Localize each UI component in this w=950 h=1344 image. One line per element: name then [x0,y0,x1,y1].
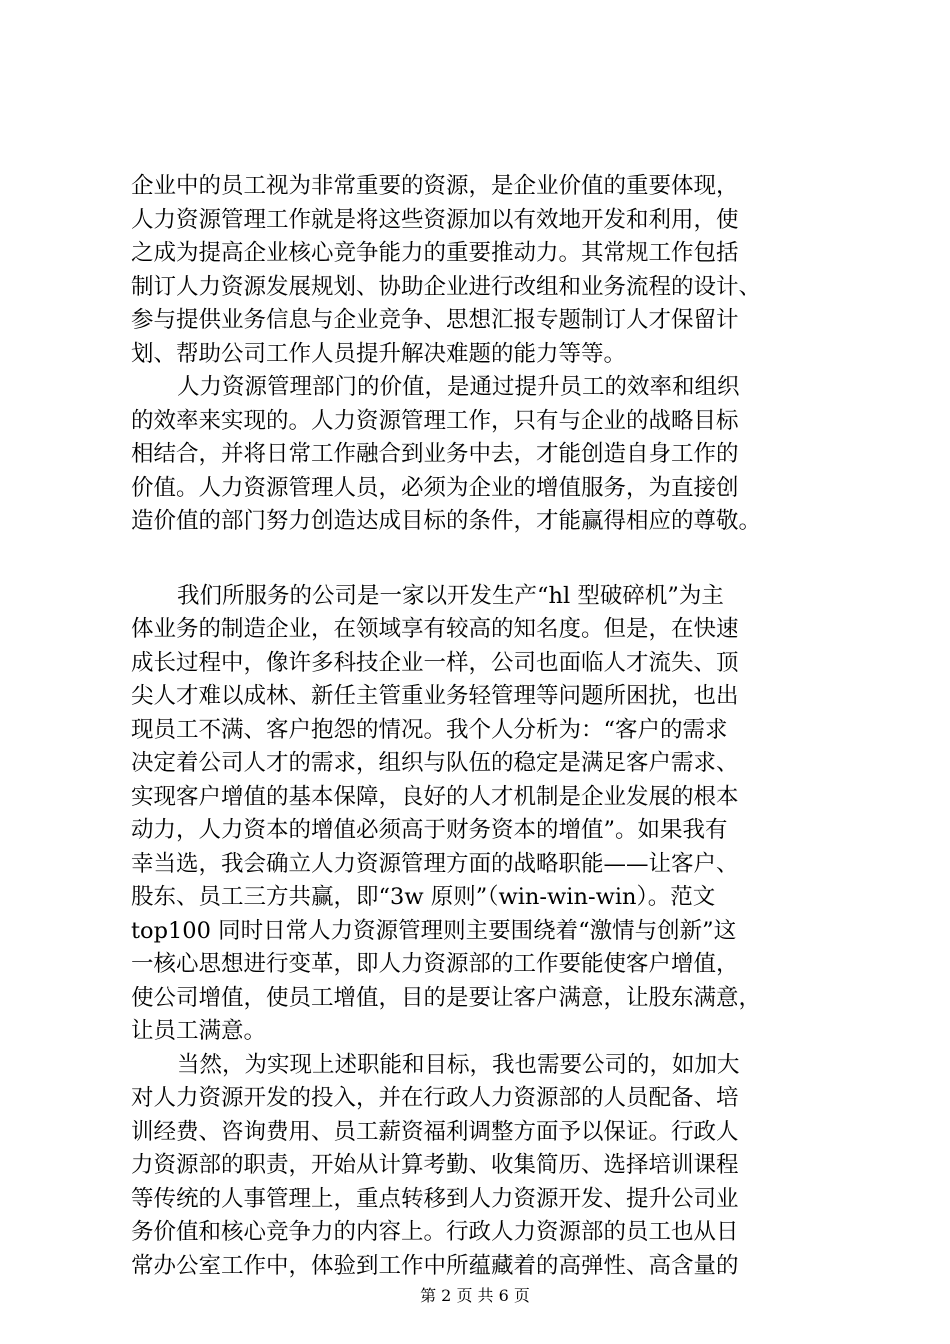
page-number-label: 第 2 页 共 6 页 [420,1286,530,1305]
paragraph-2 [131,371,831,539]
text-line: 成长过程中，像许多科技企业一样，公司也面临人才流失、顶 [131,649,739,676]
text-line: 务价值和核心竞争力的内容上。行政人力资源部的员工也从日 [131,1219,739,1245]
text-line: 人力资源管理部门的价值，是通过提升员工的效率和组织 [177,374,740,400]
text-line: 价值。人力资源管理人员，必须为企业的增值服务，为直接创 [131,474,739,501]
text-line: 之成为提高企业核心竞争能力的重要推动力。其常规工作包括 [131,240,739,266]
text-line: 训经费、咨询费用、员工薪资福利调整方面予以保证。行政人 [131,1118,739,1145]
paragraph-gap [131,539,831,580]
body-text [131,170,831,1283]
text-line: 让员工满意。 [131,1018,267,1044]
text-line: 人力资源管理工作就是将这些资源加以有效地开发和利用，使 [131,206,739,233]
text-line: 实现客户增值的基本保障，良好的人才机制是企业发展的根本 [131,783,739,810]
text-line: 我们所服务的公司是一家以开发生产“hl 型破碎机”为主 [177,582,724,609]
text-line: 幸当选，我会确立人力资源管理方面的战略职能——让客户、 [131,850,739,877]
page-footer [0,1286,950,1306]
text-line: 等传统的人事管理上，重点转移到人力资源开发、提升公司业 [131,1185,739,1212]
text-line: 参与提供业务信息与企业竞争、思想汇报专题制订人才保留计 [131,307,739,333]
text-line: 体业务的制造企业，在领域享有较高的知名度。但是，在快速 [131,616,739,642]
text-line: 力资源部的职责，开始从计算考勤、收集简历、选择培训课程 [131,1152,739,1178]
paragraph-3 [131,580,831,1049]
text-line: 股东、员工三方共赢，即“3w 原则”（win-win-win）。范文 [131,884,716,910]
text-line: 动力，人力资本的增值必须高于财务资本的增值”。如果我有 [131,817,728,843]
text-line: 一核心思想进行变革，即人力资源部的工作要能使客户增值， [131,951,739,977]
text-line: 对人力资源开发的投入，并在行政人力资源部的人员配备、培 [131,1085,739,1111]
text-line: 造价值的部门努力创造达成目标的条件，才能赢得相应的尊敬。 [131,508,762,534]
text-line: top100 同时日常人力资源管理则主要围绕着“激情与创新”这 [131,917,737,944]
text-line: 当然，为实现上述职能和目标，我也需要公司的，如加大 [177,1051,740,1078]
text-line: 的效率来实现的。人力资源管理工作，只有与企业的战略目标 [131,407,739,434]
text-line: 划、帮助公司工作人员提升解决难题的能力等等。 [131,340,627,367]
text-line: 尖人才难以成林、新任主管重业务轻管理等问题所困扰，也出 [131,683,739,709]
text-line: 制订人力资源发展规划、协助企业进行改组和业务流程的设计、 [131,273,762,300]
paragraph-4 [131,1049,831,1284]
text-line: 现员工不满、客户抱怨的情况。我个人分析为：“客户的需求 [131,716,728,743]
text-line: 企业中的员工视为非常重要的资源，是企业价值的重要体现， [131,173,739,199]
text-line: 决定着公司人才的需求，组织与队伍的稳定是满足客户需求、 [131,750,739,776]
text-line: 使公司增值，使员工增值，目的是要让客户满意，让股东满意， [131,984,762,1011]
text-line: 常办公室工作中，体验到工作中所蕴藏着的高弹性、高含量的 [131,1252,739,1279]
text-line: 相结合，并将日常工作融合到业务中去，才能创造自身工作的 [131,441,739,467]
paragraph-1 [131,170,831,371]
